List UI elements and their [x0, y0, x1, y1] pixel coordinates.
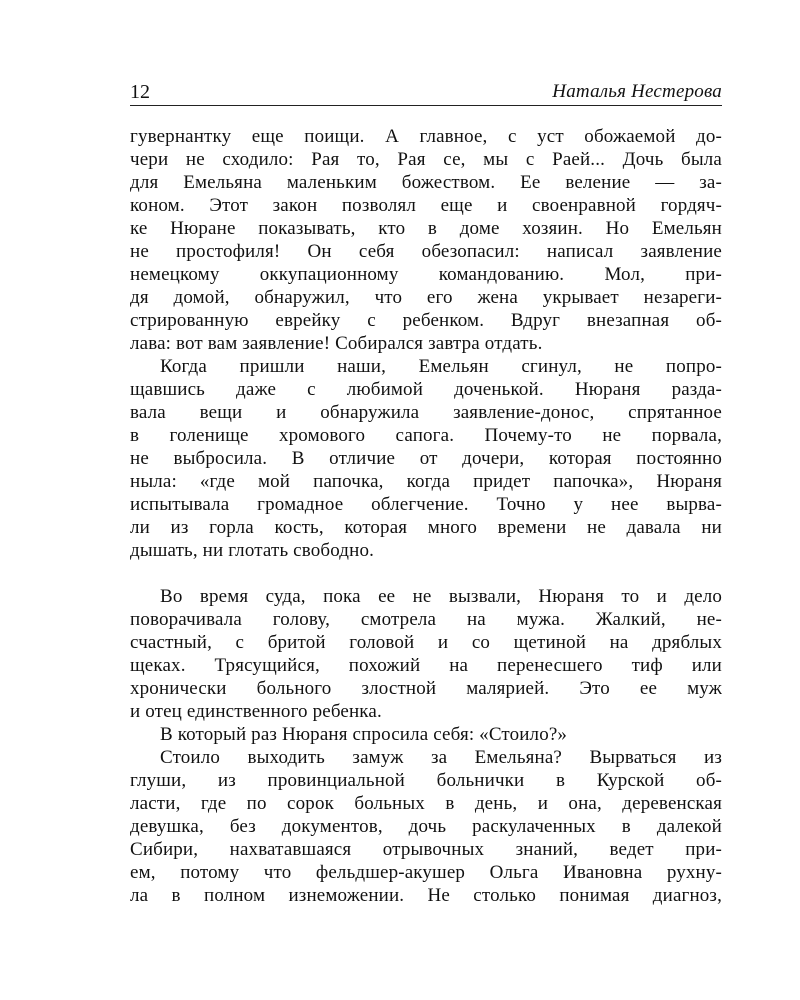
text-line: девушка, без документов, дочь раскулаченных в далекой [130, 816, 722, 837]
text-line: Сибири, нахватавшаяся отрывочных знаний, ведет при- [130, 839, 722, 860]
text-line: коном. Этот закон позволял еще и своенравной гордяч- [130, 195, 722, 216]
text-line: чери не сходило: Рая то, Рая се, мы с Раей... Дочь была [130, 149, 722, 170]
text-line: дя домой, обнаружил, что его жена укрывает незареги- [130, 287, 722, 308]
running-head-author: Наталья Нестерова [552, 81, 722, 102]
text-line: испытывала громадное облегчение. Точно у нее вырва- [130, 494, 722, 515]
text-line: и отец единственного ребенка. [130, 701, 382, 722]
text-line: ли из горла кость, которая много времени не давала ни [130, 517, 722, 538]
text-line: немецкому оккупационному командованию. Мол, при- [130, 264, 722, 285]
text-line: В который раз Нюраня спросила себя: «Стоило?» [160, 724, 568, 745]
text-line: ласти, где по сорок больных в день, и она, деревенская [130, 793, 722, 814]
text-line: ке Нюране показывать, кто в доме хозяин. Но Емельян [130, 218, 722, 239]
text-line: ла в полном изнеможении. Не столько понимая диагноз, [130, 885, 722, 906]
text-line: счастный, с бритой головой и со щетиной на дряблых [130, 632, 722, 653]
text-line: ныла: «где мой папочка, когда придет папочка», Нюраня [130, 471, 722, 492]
text-line: для Емельяна маленьким божеством. Ее веление — за- [130, 172, 722, 193]
header-rule [130, 105, 722, 106]
page-header [130, 78, 722, 108]
text-line: гувернантку еще поищи. А главное, с уст обожаемой до- [130, 126, 722, 147]
text-line: Во время суда, пока ее не вызвали, Нюраня то и дело [160, 586, 722, 607]
text-line: поворачивала голову, смотрела на мужа. Жалкий, не- [130, 609, 722, 630]
text-line: не выбросила. В отличие от дочери, которая постоянно [130, 448, 722, 469]
page-number: 12 [130, 81, 150, 103]
section-break [130, 562, 722, 585]
text-line: ем, потому что фельдшер-акушер Ольга Ивановна рухну- [130, 862, 722, 883]
text-line: глуши, из провинциальной больнички в Курской об- [130, 770, 722, 791]
text-line: Стоило выходить замуж за Емельяна? Вырваться из [160, 747, 722, 768]
text-line: хронически больного злостной малярией. Это ее муж [130, 678, 722, 699]
text-line: Когда пришли наши, Емельян сгинул, не попро- [160, 356, 722, 377]
text-line: дышать, ни глотать свободно. [130, 540, 374, 561]
text-line: в голенище хромового сапога. Почему-то не порвала, [130, 425, 722, 446]
text-line: не простофиля! Он себя обезопасил: написал заявление [130, 241, 722, 262]
text-line: щавшись даже с любимой доченькой. Нюраня разда- [130, 379, 722, 400]
text-line: вала вещи и обнаружила заявление-донос, спрятанное [130, 402, 722, 423]
text-line: щеках. Трясущийся, похожий на перенесшего тиф или [130, 655, 722, 676]
text-line: лава: вот вам заявление! Собирался завтра отдать. [130, 333, 543, 354]
body-text [130, 125, 722, 907]
text-line: стрированную еврейку с ребенком. Вдруг внезапная об- [130, 310, 722, 331]
